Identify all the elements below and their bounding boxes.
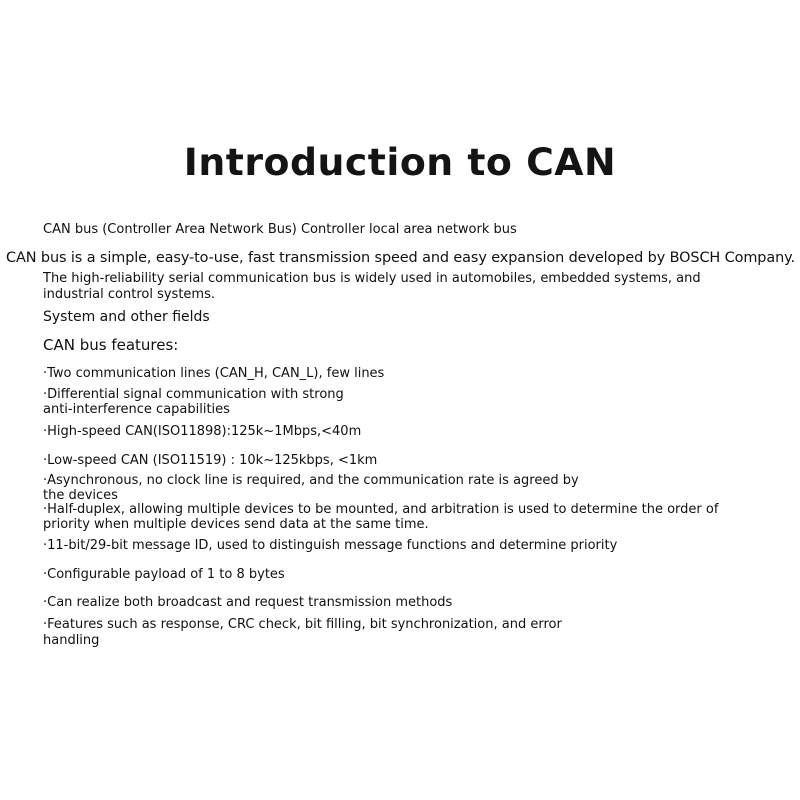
feature-line: ·High-speed CAN(ISO11898):125k~1Mbps,<40m bbox=[43, 424, 362, 439]
feature-line: anti-interference capabilities bbox=[43, 402, 230, 417]
features-heading: CAN bus features: bbox=[43, 336, 179, 354]
feature-line: ·Configurable payload of 1 to 8 bytes bbox=[43, 567, 285, 582]
feature-line: ·Asynchronous, no clock line is required, and the communication rate is agreed by bbox=[43, 473, 579, 488]
intro-line-can-bus-definition: CAN bus (Controller Area Network Bus) Controller local area network bus bbox=[43, 222, 517, 237]
feature-line: ·Two communication lines (CAN_H, CAN_L), few lines bbox=[43, 366, 385, 381]
intro-line-reliability: The high-reliability serial communication bus is widely used in automobiles, embedded systems, and bbox=[43, 271, 701, 286]
intro-line-system-fields: System and other fields bbox=[43, 309, 210, 325]
feature-line: handling bbox=[43, 633, 100, 648]
feature-line: ·Features such as response, CRC check, bit filling, bit synchronization, and error bbox=[43, 617, 562, 632]
feature-line: ·Low-speed CAN (ISO11519) : 10k~125kbps, <1km bbox=[43, 453, 378, 468]
feature-line: ·Half-duplex, allowing multiple devices to be mounted, and arbitration is used to determine the order of bbox=[43, 502, 719, 517]
feature-line: ·Can realize both broadcast and request transmission methods bbox=[43, 595, 453, 610]
intro-line-bosch: CAN bus is a simple, easy-to-use, fast transmission speed and easy expansion developed by BOSCH Company. bbox=[6, 250, 795, 266]
intro-line-industrial: industrial control systems. bbox=[43, 287, 215, 302]
page-title: Introduction to CAN bbox=[183, 140, 617, 184]
feature-line: ·Differential signal communication with strong bbox=[43, 387, 344, 402]
feature-line: the devices bbox=[43, 488, 118, 503]
feature-line: ·11-bit/29-bit message ID, used to distinguish message functions and determine priority bbox=[43, 538, 618, 553]
feature-line: priority when multiple devices send data at the same time. bbox=[43, 517, 429, 532]
